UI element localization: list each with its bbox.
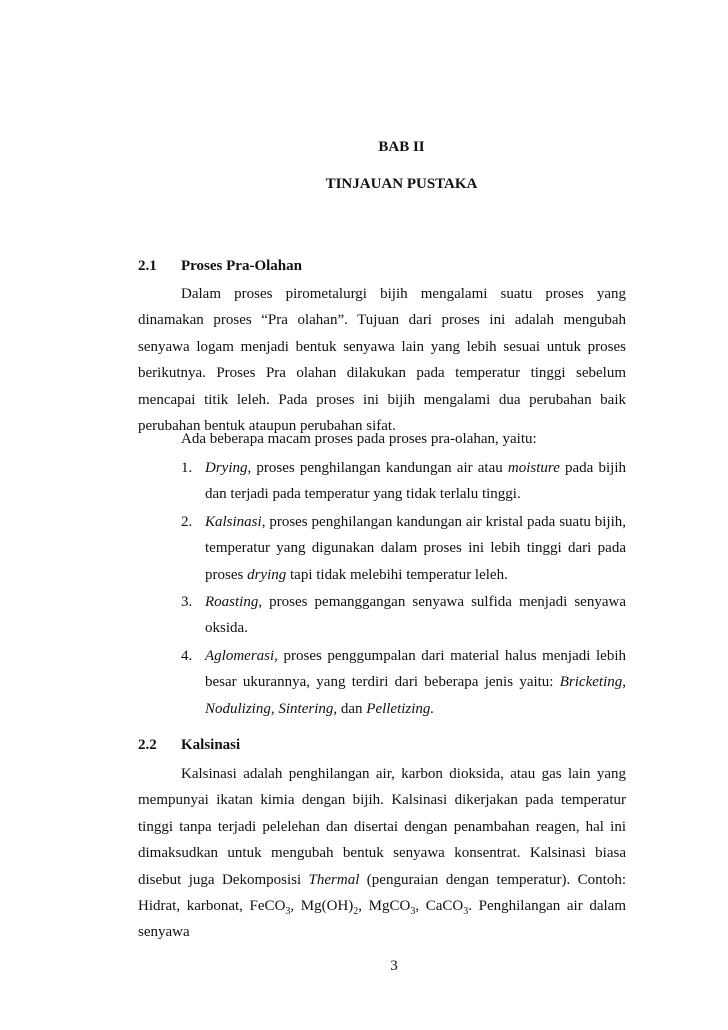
list-item <box>181 589 626 642</box>
item-text: , <box>270 700 279 717</box>
item-text: , proses penghilangan kandungan air kristal pada suatu bijih, temperatur yang digunakan dalam proses ini lebih tinggi dari pada proses <box>205 513 626 583</box>
list-item <box>181 643 626 722</box>
list-marker: 4. <box>181 647 193 664</box>
paragraph-text: . Penghilangan air dalam senyawa <box>138 898 626 941</box>
section-number: 2.1 <box>138 258 157 274</box>
term: Aglomerasi <box>205 647 275 664</box>
term: drying <box>247 566 287 583</box>
term: Thermal <box>308 871 360 888</box>
page-number: 3 <box>390 958 398 974</box>
item-text: pada bijih dan terjadi pada temperatur yang tidak terlalu tinggi. <box>205 460 626 503</box>
chapter-number: BAB II <box>378 139 425 155</box>
section-title: Kalsinasi <box>181 737 241 753</box>
item-text: , proses penggumpalan dari material halus menjadi lebih besar ukurannya, yang terdiri dari beberapa jenis yaitu: <box>205 647 626 691</box>
subscript: 3 <box>463 906 469 918</box>
section-heading-2-1 <box>138 258 302 275</box>
paragraph-text: , Mg(OH) <box>290 898 354 915</box>
section-heading-2-2 <box>138 737 240 754</box>
item-text: , proses penghilangan kandungan air atau <box>247 460 508 476</box>
term: Bricketing, Nodulizing <box>205 674 626 717</box>
subscript: 3 <box>410 906 416 918</box>
term: Pelletizing. <box>366 700 435 717</box>
paragraph-text: , MgCO <box>358 898 411 915</box>
term: Roasting <box>205 594 259 611</box>
term: moisture <box>507 460 560 476</box>
section-number: 2.2 <box>138 737 157 753</box>
list-intro: Ada beberapa macam proses pada proses pra-olahan, yaitu: <box>181 431 537 447</box>
list-item <box>181 455 626 508</box>
paragraph-text: , CaCO <box>415 898 464 915</box>
section-2-1-paragraph: Dalam proses pirometalurgi bijih mengalami suatu proses yang dinamakan proses “Pra olahan”. Tujuan dari proses ini adalah mengubah senyawa logam menjadi bentuk senyawa lain yang lebih sesuai untuk proses berikutnya. Proses Pra olahan dilakukan pada temperatur tinggi sebelum mencapai titik leleh. Pada proses ini bijih mengalami dua perubahan baik perubahan bentuk ataupun perubahan sifat. <box>138 286 626 435</box>
subscript: 2 <box>353 906 359 918</box>
term: Kalsinasi <box>205 513 262 530</box>
section-title: Proses Pra-Olahan <box>181 258 302 274</box>
list-marker: 2. <box>181 513 193 530</box>
paragraph-text: (penguraian dengan temperatur). Contoh: Hidrat, karbonat, FeCO <box>138 871 627 915</box>
chapter-title: TINJAUAN PUSTAKA <box>325 176 478 192</box>
process-list <box>181 455 626 722</box>
paragraph-text: Kalsinasi adalah penghilangan air, karbon dioksida, atau gas lain yang mempunyai ikatan kimia dengan bijih. Kalsinasi dikerjakan pada temperatur tinggi tanpa terjadi pelelehan dan disertai dengan penambahan reagen, hal ini dimaksudkan untuk mengubah bentuk senyawa konsentrat. Kalsinasi biasa disebut juga Dekomposisi <box>138 766 626 888</box>
list-marker: 1. <box>181 460 193 476</box>
item-text: tapi tidak melebihi temperatur leleh. <box>286 566 508 583</box>
list-item <box>181 509 626 588</box>
subscript: 3 <box>285 906 291 918</box>
term: Sintering <box>278 700 334 717</box>
section-2-2-paragraph <box>138 761 626 946</box>
item-text: , dan <box>333 700 367 717</box>
item-text: , proses pemanggangan senyawa sulfida menjadi senyawa oksida. <box>205 594 626 637</box>
list-marker: 3. <box>181 594 193 611</box>
term: Drying <box>205 460 248 476</box>
